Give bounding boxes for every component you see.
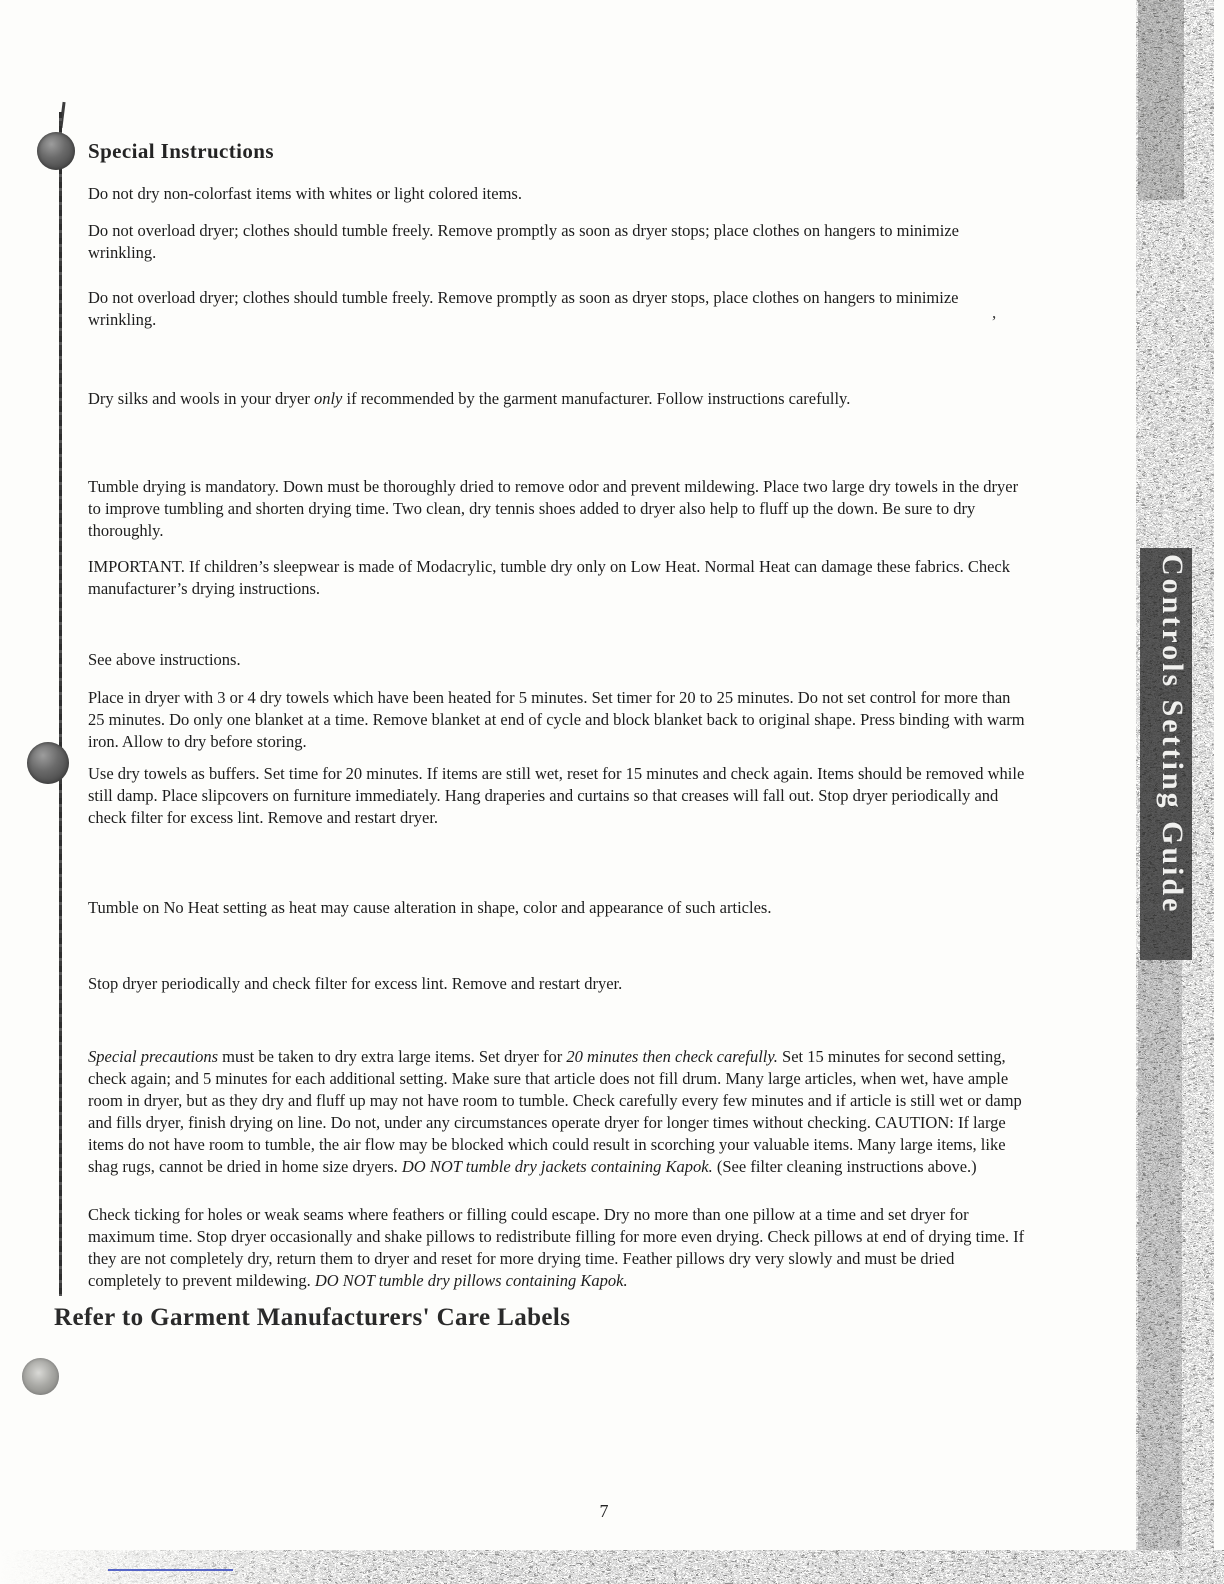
section-heading: Special Instructions — [88, 139, 274, 163]
footer-heading: Refer to Garment Manufacturers' Care Labels — [54, 1304, 571, 1331]
binding-ring-middle — [27, 742, 69, 784]
instruction-paragraph-noncolorfast: Do not dry non-colorfast items with whites or light colored items. — [88, 184, 522, 203]
instruction-paragraph-slipcovers: Use dry towels as buffers. Set time for 20 minutes. If items are still wet, reset for 15 minutes and check again. Items should be removed while still damp. Place slipcovers on furniture immediately. Hang draperies and curtains so that creases will fall out. Stop dryer periodically and check filter for excess lint. Remove and restart dryer. — [88, 764, 1025, 827]
binding-ring-top — [37, 132, 75, 170]
instruction-paragraph-check-filter: Stop dryer periodically and check filter for excess lint. Remove and restart dryer. — [88, 974, 623, 993]
sidebar-vertical-title: Controls Setting Guide — [1156, 554, 1189, 915]
instruction-paragraph-down-items: Tumble drying is mandatory. Down must be thoroughly dried to remove odor and prevent mildewing. Place two large dry towels in the dryer to improve tumbling and shorten drying time. Two clean, dry tennis shoes added to dryer also help to fluff up the down. Be sure to dry thoroughly. — [88, 477, 1019, 540]
instruction-paragraph-important-sleepwear: IMPORTANT. If children’s sleepwear is made of Modacrylic, tumble dry only on Low Heat. Normal Heat can damage these fabrics. Check manufacturer’s drying instructions. — [88, 557, 1011, 598]
instruction-paragraph-silks-wools: Dry silks and wools in your dryer only if recommended by the garment manufacturer. Follow instructions carefully. — [88, 389, 851, 408]
instruction-paragraph-see-above: See above instructions. — [88, 650, 241, 669]
instruction-paragraph-overload-1: Do not overload dryer; clothes should tumble freely. Remove promptly as soon as dryer stops; place clothes on hangers to minimize wrinkling. — [88, 221, 959, 262]
binding-ring-bottom — [22, 1358, 59, 1395]
instruction-paragraph-overload-2: Do not overload dryer; clothes should tumble freely. Remove promptly as soon as dryer stops, place clothes on hangers to minimize wrinkling. — [88, 288, 959, 329]
instruction-paragraph-blankets: Place in dryer with 3 or 4 dry towels which have been heated for 5 minutes. Set timer for 20 to 25 minutes. Do not set control for more than 25 minutes. Do only one blanket at a time. Remove blanket at end of cycle and block blanket back to original shape. Press binding with warm iron. Allow to dry before storing. — [88, 688, 1025, 751]
instruction-paragraph-large-items: Special precautions must be taken to dry extra large items. Set dryer for 20 minutes then check carefully. Set 15 minutes for second setting, check again; and 5 minutes for each additional setting. Make sure that article does not fill drum. Many large articles, when wet, have ample room in dryer, but as they dry and fluff up may not have room to tumble. Check carefully every few minutes and if article is still wet or damp and fills dryer, finish drying on line. Do not, under any circumstances operate dryer for longer times without checking. CAUTION: If large items do not have room to tumble, the air flow may be blocked which could result in scorching your valuable items. Many large items, like shag rugs, cannot be dried in home size dryers. DO NOT tumble dry jackets containing Kapok. (See filter cleaning instructions above.) — [88, 1047, 1022, 1176]
instruction-paragraph-pillows: Check ticking for holes or weak seams where feathers or filling could escape. Dry no more than one pillow at a time and set dryer for maximum time. Stop dryer occasionally and shake pillows to redistribute filling for more even drying. Check pillows at end of drying time. If they are not completely dry, return them to dryer and reset for more drying time. Feather pillows dry very slowly and must be dried completely to prevent mildewing. DO NOT tumble dry pillows containing Kapok. — [88, 1205, 1025, 1290]
instruction-paragraph-no-heat: Tumble on No Heat setting as heat may cause alteration in shape, color and appearance of such articles. — [88, 898, 772, 917]
blue-underline-mark — [108, 1569, 233, 1571]
page-number: 7 — [599, 1501, 609, 1521]
scan-edge-texture-bottom — [0, 1550, 1224, 1584]
scan-artifact-mark: , — [992, 303, 997, 322]
binding-wire-line — [59, 112, 62, 1296]
